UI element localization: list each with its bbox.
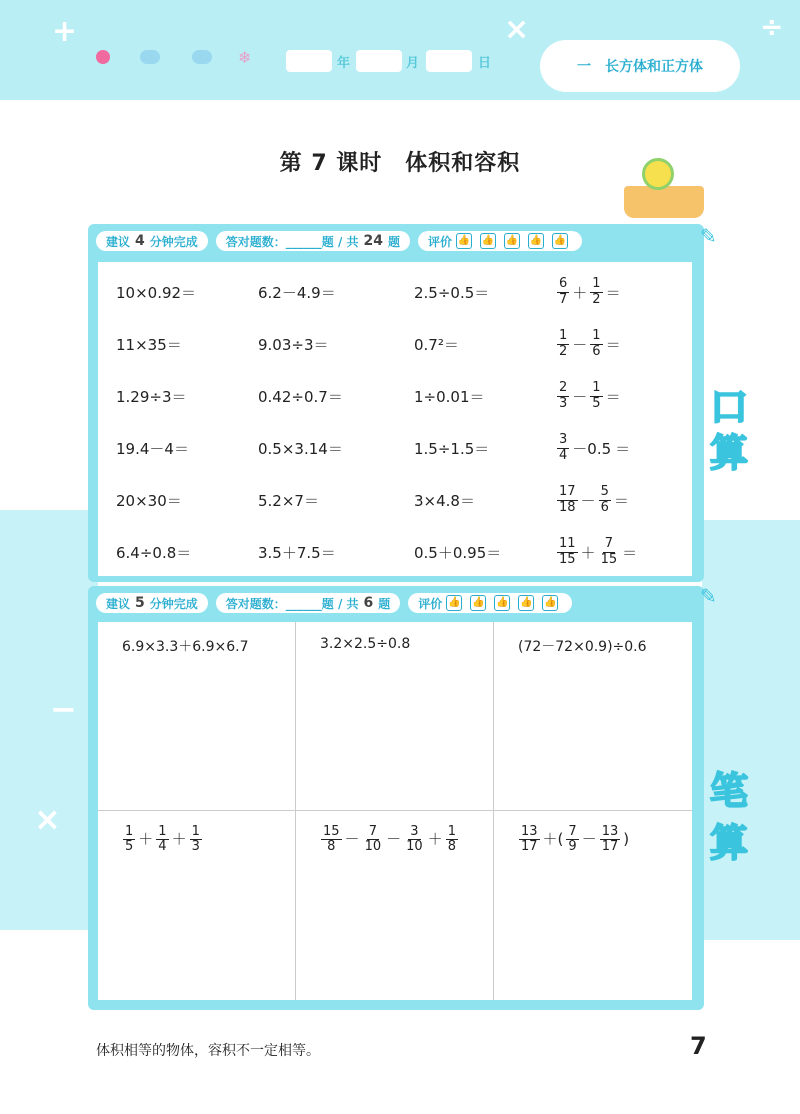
correct-suffix: 题 <box>378 596 391 611</box>
fraction: $\frac{1}{8}$ <box>447 824 456 855</box>
thumb-icon[interactable]: 👍 <box>470 595 486 611</box>
operator: ＋ <box>572 283 588 302</box>
oral-problem: 1÷0.01＝ <box>414 387 485 406</box>
written-info-bar <box>96 590 696 616</box>
eval-label: 评价 <box>418 596 443 611</box>
month-label: 月 <box>406 56 420 71</box>
fraction: $\frac{7}{9}$ <box>568 824 577 855</box>
suggest-prefix: 建议 <box>106 234 131 249</box>
oral-info-bar <box>96 228 696 254</box>
fraction: $\frac{3}{10}$ <box>406 824 423 855</box>
thumb-icon[interactable]: 👍 <box>504 233 520 249</box>
fraction: $\frac{15}{8}$ <box>323 824 340 855</box>
fraction: $\frac{11}{15}$ <box>559 536 576 567</box>
problem-text: (72－72×0.9)÷0.6 <box>518 639 647 655</box>
correct-total: 6 <box>363 595 374 611</box>
written-problem-6[interactable]: $\frac{13}{17}$ ＋( $\frac{7}{9}$ － $\frac{13}{17}$ ) <box>521 824 630 855</box>
oral-fraction-problem <box>556 422 632 474</box>
oral-correct <box>216 231 410 251</box>
oral-problem: 6.4÷0.8＝ <box>116 543 192 562</box>
fraction: $\frac{1}{4}$ <box>158 824 167 855</box>
oral-problem: 10×0.92＝ <box>116 283 197 302</box>
oral-problem: 0.42÷0.7＝ <box>258 387 343 406</box>
oral-problem: 9.03÷3＝ <box>258 335 329 354</box>
thumb-icon[interactable]: 👍 <box>518 595 534 611</box>
book-icon <box>624 186 704 218</box>
equals: ＝ <box>622 543 638 562</box>
minus-icon: − <box>50 690 77 728</box>
oral-panel <box>98 262 692 576</box>
oral-suggest <box>96 231 208 251</box>
operator: ＋ <box>580 543 596 562</box>
rain-icon <box>192 50 212 64</box>
operator: － <box>572 335 588 354</box>
equals: ＝ <box>613 491 629 510</box>
equals: ＝ <box>605 387 621 406</box>
thumb-icon[interactable]: 👍 <box>456 233 472 249</box>
thumb-icon[interactable]: 👍 <box>480 233 496 249</box>
oral-problem: 2.5÷0.5＝ <box>414 283 490 302</box>
right-decoration <box>702 520 800 940</box>
suggest-suffix: 分钟完成 <box>149 234 198 249</box>
fraction: $\frac{1}{2}$ <box>592 276 601 307</box>
oral-side-label-2: 算 <box>710 431 749 475</box>
fraction: $\frac{7}{15}$ <box>600 536 618 567</box>
equals: ＝ <box>605 335 621 354</box>
oral-fraction-problem <box>556 526 639 578</box>
suggest-minutes: 5 <box>135 595 145 611</box>
oral-fraction-problem <box>556 266 623 318</box>
footer-note: 体积相等的物体，容积不一定相等。 <box>96 1043 320 1059</box>
pencil-icon: ✎ <box>700 584 717 608</box>
operator: － <box>580 491 596 510</box>
pencil-icon: ✎ <box>700 224 717 248</box>
oral-problem: 19.4－4＝ <box>116 439 189 458</box>
oral-problem: 0.5×3.14＝ <box>258 439 343 458</box>
fraction: $\frac{13}{17}$ <box>601 824 619 855</box>
oral-problem: 5.2×7＝ <box>258 491 319 510</box>
correct-suffix: 题 <box>388 234 401 249</box>
written-suggest <box>96 593 208 613</box>
year-box[interactable] <box>286 50 332 72</box>
oral-problem: 1.29÷3＝ <box>116 387 187 406</box>
oral-problem: 0.5＋0.95＝ <box>414 543 502 562</box>
equals: ＝ <box>605 283 621 302</box>
problem-text: 6.9×3.3＋6.9×6.7 <box>122 639 249 655</box>
thumb-icon[interactable]: 👍 <box>446 595 462 611</box>
thumb-icon[interactable]: 👍 <box>542 595 558 611</box>
page-number: 7 <box>690 1032 707 1060</box>
correct-prefix: 答对题数：______题 / 共 <box>225 234 359 249</box>
unit-pill: 一 长方体和正方体 <box>540 40 740 92</box>
suggest-prefix: 建议 <box>106 596 131 611</box>
thumb-icon[interactable]: 👍 <box>528 233 544 249</box>
fraction: $\frac{17}{18}$ <box>559 484 576 515</box>
oral-eval <box>418 231 582 251</box>
oral-problem: 11×35＝ <box>116 335 182 354</box>
snow-icon: ❄ <box>238 48 252 67</box>
page-title: 第 7 课时 体积和容积 <box>279 151 521 176</box>
oral-fraction-problem <box>556 474 631 526</box>
day-box[interactable] <box>426 50 472 72</box>
sun-icon <box>96 50 110 64</box>
eval-label: 评价 <box>428 234 453 249</box>
fraction: $\frac{6}{7}$ <box>559 276 568 307</box>
written-problem-1[interactable] <box>98 622 296 811</box>
oral-problem: 6.2－4.9＝ <box>258 283 336 302</box>
written-correct <box>216 593 401 613</box>
problem-text: 3.2×2.5÷0.8 <box>320 636 411 652</box>
written-problem-4[interactable]: $\frac{1}{5}$ ＋ $\frac{1}{4}$ ＋ $\frac{1}{3}$ <box>98 811 296 1000</box>
thumb-icon[interactable]: 👍 <box>494 595 510 611</box>
oral-side-label-1: 口 <box>710 385 749 429</box>
fraction: $\frac{1}{2}$ <box>559 328 568 359</box>
suggest-suffix: 分钟完成 <box>149 596 198 611</box>
written-eval <box>408 593 572 613</box>
suggest-minutes: 4 <box>135 233 145 249</box>
divide-icon: ÷ <box>760 10 784 43</box>
oral-problem: 3×4.8＝ <box>414 491 475 510</box>
written-panel <box>98 622 692 1000</box>
cloudy-icon <box>140 50 160 64</box>
equals: ＝ <box>615 439 631 458</box>
left-decoration <box>0 510 98 930</box>
fraction: $\frac{2}{3}$ <box>559 380 568 411</box>
written-problem-3[interactable] <box>494 622 692 811</box>
fraction: $\frac{1}{6}$ <box>592 328 601 359</box>
day-label: 日 <box>478 56 492 71</box>
oral-problem: 0.7²＝ <box>414 335 459 354</box>
written-problem-5[interactable]: $\frac{15}{8}$ － $\frac{7}{10}$ － $\frac{3}{10}$ ＋ $\frac{1}{8}$ <box>296 811 494 1000</box>
times-icon: × <box>504 12 530 47</box>
times-icon-left: × <box>34 800 61 838</box>
fraction: $\frac{13}{17}$ <box>521 824 538 855</box>
fraction: $\frac{1}{5}$ <box>592 380 601 411</box>
written-side-label-1: 笔 <box>710 769 749 813</box>
flower-icon <box>642 158 674 190</box>
correct-prefix: 答对题数：______题 / 共 <box>225 596 359 611</box>
thumb-icon[interactable]: 👍 <box>552 233 568 249</box>
year-label: 年 <box>337 56 351 71</box>
oral-fraction-problem <box>556 318 623 370</box>
oral-fraction-problem <box>556 370 623 422</box>
oral-problem: 1.5÷1.5＝ <box>414 439 490 458</box>
fraction: $\frac{1}{5}$ <box>125 824 134 855</box>
fraction: $\frac{1}{3}$ <box>191 824 200 855</box>
plus-icon: + <box>52 14 78 49</box>
operator: － <box>572 387 588 406</box>
fraction: $\frac{5}{6}$ <box>600 484 609 515</box>
oral-problem: 3.5＋7.5＝ <box>258 543 336 562</box>
fraction: $\frac{7}{10}$ <box>364 824 382 855</box>
correct-total: 24 <box>363 233 384 249</box>
written-side-label-2: 算 <box>710 821 749 865</box>
operator: －0.5 <box>572 439 612 458</box>
oral-problem: 20×30＝ <box>116 491 182 510</box>
written-problem-2[interactable] <box>296 622 494 811</box>
fraction: $\frac{3}{4}$ <box>559 432 568 463</box>
month-box[interactable] <box>356 50 402 72</box>
